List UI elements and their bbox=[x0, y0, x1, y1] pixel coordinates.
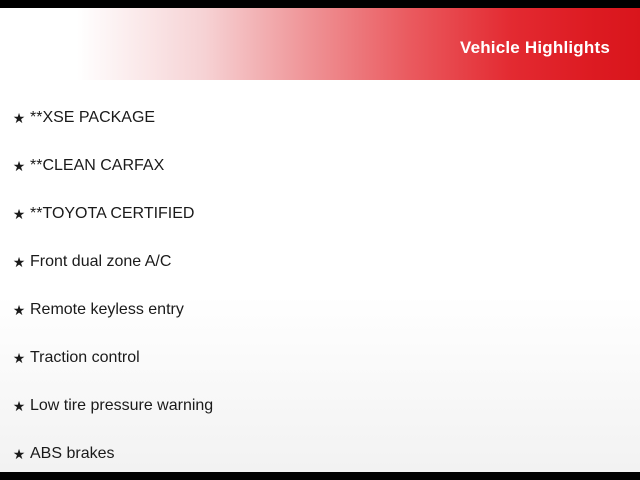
list-item bbox=[0, 94, 640, 142]
list-item bbox=[0, 334, 640, 382]
highlight-label: Front dual zone A/C bbox=[30, 253, 172, 270]
star-icon: ★ bbox=[12, 206, 26, 222]
highlight-label: **TOYOTA CERTIFIED bbox=[30, 205, 195, 222]
list-item bbox=[0, 430, 640, 472]
star-icon: ★ bbox=[12, 302, 26, 318]
highlight-label: Traction control bbox=[30, 349, 140, 366]
star-icon: ★ bbox=[12, 446, 26, 462]
highlight-label: **XSE PACKAGE bbox=[30, 109, 156, 126]
list-item bbox=[0, 190, 640, 238]
highlight-label: Remote keyless entry bbox=[30, 301, 184, 318]
card-header bbox=[0, 8, 640, 80]
vehicle-highlights-card bbox=[0, 8, 640, 472]
highlight-label: ABS brakes bbox=[30, 445, 115, 462]
list-item bbox=[0, 286, 640, 334]
list-item bbox=[0, 382, 640, 430]
highlight-label: **CLEAN CARFAX bbox=[30, 157, 165, 174]
star-icon: ★ bbox=[12, 158, 26, 174]
highlight-label: Low tire pressure warning bbox=[30, 397, 214, 414]
list-item bbox=[0, 142, 640, 190]
star-icon: ★ bbox=[12, 254, 26, 270]
star-icon: ★ bbox=[12, 110, 26, 126]
list-item bbox=[0, 238, 640, 286]
card-body bbox=[0, 80, 640, 472]
page-title: Vehicle Highlights bbox=[459, 38, 610, 57]
highlights-list bbox=[0, 80, 640, 472]
star-icon: ★ bbox=[12, 350, 26, 366]
star-icon: ★ bbox=[12, 398, 26, 414]
